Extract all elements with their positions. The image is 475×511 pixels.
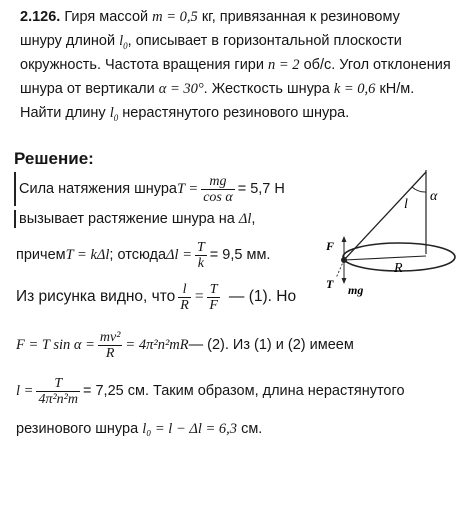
solution-text: — (2). Из (1) и (2) имеем xyxy=(188,337,354,353)
conical-pendulum-figure xyxy=(322,168,472,298)
cord-line xyxy=(344,172,426,260)
formula-angle: α = 30° xyxy=(158,81,204,97)
problem-line-1 xyxy=(20,8,400,26)
problem-text: . Жесткость шнура xyxy=(203,81,334,97)
solution-line-5 xyxy=(16,326,354,364)
label-R: R xyxy=(394,261,403,276)
formula-l0: $l_0$ xyxy=(109,105,119,123)
solution-text: ; отсюда xyxy=(109,247,167,263)
solution-text: Из рисунка видно, что xyxy=(16,288,176,305)
solution-text: — (1). Но xyxy=(228,288,297,305)
formula-delta-l: Δl xyxy=(238,211,252,227)
problem-text: об/с. Угол отклонения xyxy=(299,57,451,73)
problem-number: 2.126. xyxy=(20,9,61,25)
problem-text: кН/м. xyxy=(375,81,415,97)
angle-arc xyxy=(412,187,426,192)
problem-text: шнуру длиной xyxy=(20,33,120,49)
equals-sign: = xyxy=(193,288,205,305)
solution-text: Сила натяжения шнура xyxy=(19,181,177,197)
solution-line-2 xyxy=(14,210,255,228)
solution-text: см. xyxy=(237,421,263,437)
solution-line-4 xyxy=(16,280,296,314)
label-l: l xyxy=(404,197,408,212)
formula-l: l = xyxy=(16,383,34,399)
solution-line-6 xyxy=(16,372,405,410)
problem-text: окружность. Частота вращения гири xyxy=(20,57,269,73)
fraction-l-R: $\frac{l}{R}$ xyxy=(180,281,189,313)
arrowhead-icon xyxy=(342,278,347,284)
formula-frequency: n = 2 xyxy=(268,57,300,73)
arrowhead-icon xyxy=(342,236,347,242)
fraction-mg-cos: $\frac{mg}{\text{cos α}}$ xyxy=(203,173,233,205)
formula-T: T = xyxy=(176,181,199,197)
problem-line-5 xyxy=(20,104,349,127)
solution-text: , xyxy=(251,211,256,227)
solution-text: резинового шнура xyxy=(16,421,143,437)
problem-text: Найти длину xyxy=(20,105,110,121)
problem-text: кг, привязанная к резиновому xyxy=(197,9,400,25)
solution-text: вызывает растяжение шнура на xyxy=(19,211,239,227)
problem-text: Гиря массой xyxy=(64,9,153,25)
formula-hooke: T = kΔl xyxy=(65,247,110,263)
formula-l0: $l_0$ xyxy=(119,33,128,51)
label-T: T xyxy=(326,277,334,291)
solution-text: = 5,7 Н xyxy=(237,181,285,197)
solution-line-3 xyxy=(16,238,270,272)
label-mg: mg xyxy=(348,283,364,297)
radius-line xyxy=(344,256,426,260)
problem-text: , описывает в горизонтальной плоскости xyxy=(127,33,402,49)
problem-line-2 xyxy=(20,32,402,55)
fraction-T-4pi: $\frac{T}{\text{4π²n²m}}$ xyxy=(38,375,78,407)
problem-line-3 xyxy=(20,56,451,74)
solution-text: = 9,5 мм. xyxy=(209,247,271,263)
fraction-mv2-R: $\frac{\text{mv²}}{R}$ xyxy=(99,329,121,361)
formula-l0-result: l₀ = l − Δl = 6,3 xyxy=(142,421,238,437)
fraction-T-F: $\frac{T}{F}$ xyxy=(209,281,218,313)
formula-F: F = T sin α = xyxy=(16,337,95,353)
solution-heading: Решение: xyxy=(14,149,94,168)
problem-line-4 xyxy=(20,80,414,98)
problem-text: нерастянутого резинового шнура. xyxy=(118,105,350,121)
solution-text: причем xyxy=(16,247,66,263)
label-alpha: α xyxy=(430,189,438,204)
label-F: F xyxy=(326,239,335,253)
solution-line-1 xyxy=(14,172,285,206)
formula-stiffness: k = 0,6 xyxy=(333,81,376,97)
solution-line-7 xyxy=(16,420,262,438)
formula-mass: m = 0,5 xyxy=(152,9,198,25)
solution-text: = 7,25 см. Таким образом, длина нерастянутого xyxy=(82,383,405,399)
problem-text: шнура от вертикали xyxy=(20,81,159,97)
formula-centripetal: = 4π²n²mR xyxy=(125,337,189,353)
fraction-T-k: $\frac{T}{k}$ xyxy=(197,239,205,271)
formula-delta-l: Δl = xyxy=(166,247,192,263)
